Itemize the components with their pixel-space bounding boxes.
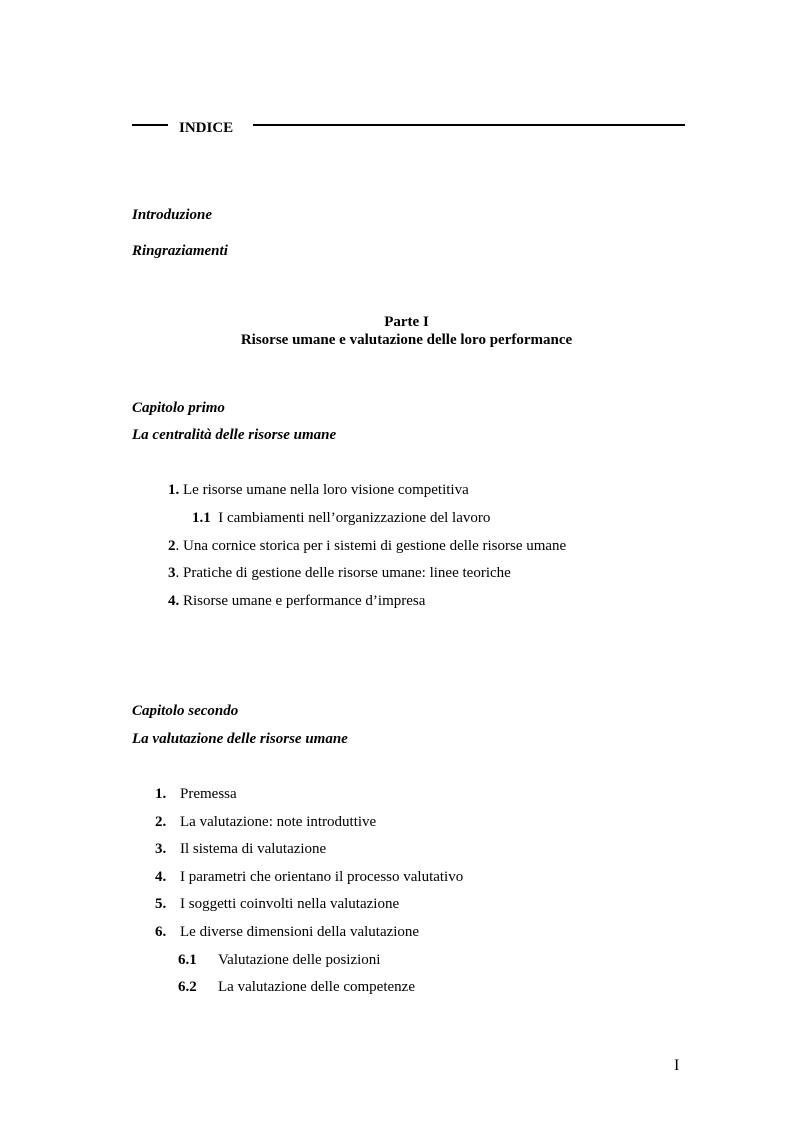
chapter2-title: La valutazione delle risorse umane — [132, 731, 348, 747]
header-rule-left — [132, 124, 168, 126]
toc-entry — [178, 979, 415, 996]
header-rule-right — [253, 124, 685, 126]
part-label: Parte I — [384, 314, 429, 330]
front-matter-ringraziamenti: Ringraziamenti — [132, 243, 228, 259]
toc-entry-number: 2 — [168, 538, 176, 554]
toc-entry-number: 4. — [168, 593, 180, 609]
toc-entry — [168, 565, 511, 582]
front-matter-introduzione: Introduzione — [132, 207, 213, 223]
toc-entry-text: I cambiamenti nell’organizzazione del lavoro — [210, 510, 491, 526]
toc-entry-text: Le diverse dimensioni della valutazione — [180, 924, 420, 940]
toc-entry-number: 6.1 — [178, 952, 197, 968]
toc-entry — [168, 538, 566, 555]
index-title: INDICE — [179, 120, 234, 136]
toc-entry-text: I soggetti coinvolti nella valutazione — [180, 896, 400, 912]
chapter1-label: Capitolo primo — [132, 400, 225, 416]
toc-entry-text: I parametri che orientano il processo valutativo — [180, 869, 464, 885]
toc-entry — [168, 482, 469, 499]
toc-entry — [155, 841, 326, 858]
chapter2-label: Capitolo secondo — [132, 703, 239, 719]
toc-entry — [168, 593, 425, 610]
toc-entry-number: 3. — [155, 841, 167, 857]
part-subtitle: Risorse umane e valutazione delle loro performance — [240, 332, 573, 348]
toc-entry — [155, 786, 237, 803]
toc-entry-text: Le risorse umane nella loro visione competitiva — [179, 482, 469, 498]
page-number: I — [674, 1057, 680, 1074]
toc-entry — [155, 814, 376, 831]
chapter1-title: La centralità delle risorse umane — [132, 427, 337, 443]
toc-entry — [155, 896, 399, 913]
toc-entry-number: 2. — [155, 814, 167, 830]
toc-entry-number: 5. — [155, 896, 167, 912]
toc-entry-number: 3 — [168, 565, 176, 581]
toc-entry-text: La valutazione: note introduttive — [180, 814, 377, 830]
toc-entry-text: Il sistema di valutazione — [180, 841, 327, 857]
toc-entry-number: 1.1 — [192, 510, 211, 526]
toc-entry-number: 6. — [155, 924, 167, 940]
toc-entry-text: Valutazione delle posizioni — [218, 952, 381, 968]
toc-entry-text: Premessa — [180, 786, 237, 802]
toc-entry-number: 4. — [155, 869, 167, 885]
toc-entry-number: 1. — [168, 482, 180, 498]
toc-entry-number: 6.2 — [178, 979, 197, 995]
toc-entry-text: . Pratiche di gestione delle risorse umane: linee teoriche — [175, 565, 511, 581]
toc-entry-text: . Una cornice storica per i sistemi di gestione delle risorse umane — [175, 538, 567, 554]
toc-entry-text: La valutazione delle competenze — [218, 979, 415, 995]
toc-entry — [192, 510, 490, 527]
toc-entry-number: 1. — [155, 786, 167, 802]
toc-entry — [155, 924, 419, 941]
toc-entry — [155, 869, 463, 886]
toc-entry-text: Risorse umane e performance d’impresa — [179, 593, 426, 609]
toc-entry — [178, 952, 380, 969]
